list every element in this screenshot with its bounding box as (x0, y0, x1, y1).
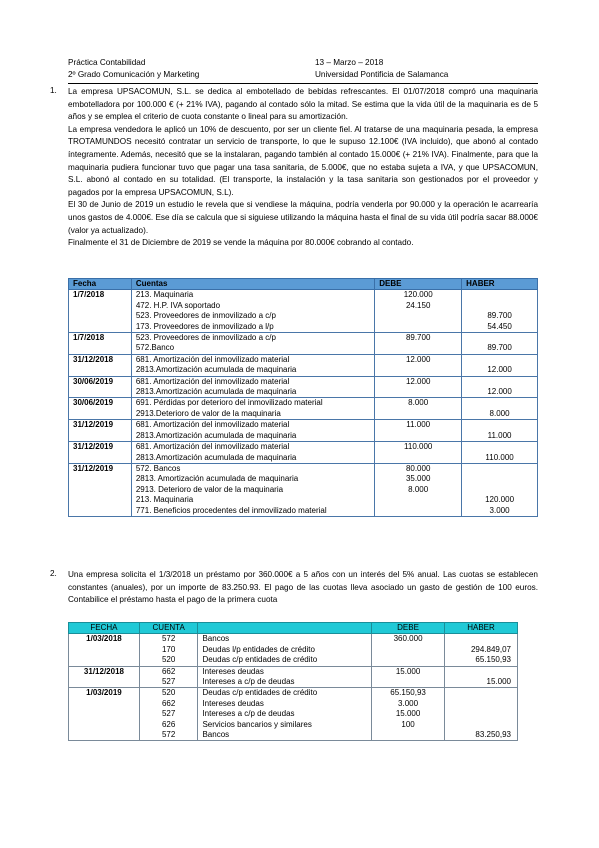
entry-date (69, 709, 140, 719)
account-cell: 472. H.P. IVA soportado (131, 301, 374, 311)
table-row (69, 301, 538, 311)
credit-cell: 120.000 (462, 495, 538, 505)
entry-date: 31/12/2018 (69, 354, 132, 365)
entry-date (69, 495, 132, 505)
credit-cell (445, 699, 518, 709)
entry-date: 1/7/2018 (69, 290, 132, 301)
account-cell: 213. Maquinaria (131, 495, 374, 505)
account-cell: 2813. Amortización acumulada de maquinaria (131, 474, 374, 484)
entry-date (69, 409, 132, 420)
account-name-cell: Servicios bancarios y similares (198, 720, 372, 730)
credit-cell (462, 474, 538, 484)
page-header (68, 57, 538, 81)
account-code-cell: 527 (139, 677, 198, 688)
debit-cell (375, 343, 462, 354)
credit-cell: 12.000 (462, 387, 538, 398)
table-row (69, 387, 538, 398)
debit-cell: 80.000 (375, 463, 462, 474)
debit-cell (375, 506, 462, 517)
table-row (69, 354, 538, 365)
account-cell: 572.Banco (131, 343, 374, 354)
table-row (69, 485, 538, 495)
debit-cell (375, 322, 462, 333)
credit-cell: 11.000 (462, 431, 538, 442)
table-row (69, 506, 538, 517)
entry-date: 31/12/2019 (69, 463, 132, 474)
entry-date (69, 655, 140, 666)
table-row (69, 376, 538, 387)
entry-date (69, 387, 132, 398)
debit-cell (375, 311, 462, 321)
debit-cell: 360.000 (372, 634, 445, 645)
entry-date (69, 506, 132, 517)
debit-cell: 15.000 (372, 709, 445, 719)
table-row (69, 709, 518, 719)
account-cell: 681. Amortización del inmovilizado material (131, 420, 374, 431)
entry-date (69, 677, 140, 688)
table-row (69, 495, 538, 505)
credit-cell (462, 376, 538, 387)
exercise-number: 1. (50, 86, 57, 95)
debit-cell: 3.000 (372, 699, 445, 709)
statement-paragraph: Una empresa solicita el 1/3/2018 un préstamo por 360.000€ a 5 años con un interés del 5% anual. Las cuotas se establecen constantes (anuales), por un importe de 83.250.93. El pago de las cuotas lleva asociado un gasto de gestión de 100 euros. Contabilice el préstamo hasta el pago de la primera cuota (68, 570, 538, 605)
credit-cell: 83.250,93 (445, 730, 518, 741)
credit-cell: 12.000 (462, 365, 538, 376)
debit-cell (375, 453, 462, 464)
entry-date: 1/7/2018 (69, 333, 132, 344)
debit-cell (375, 495, 462, 505)
account-code-cell: 170 (139, 645, 198, 655)
entry-date: 31/12/2019 (69, 442, 132, 453)
credit-cell: 3.000 (462, 506, 538, 517)
account-cell: 2813.Amortización acumulada de maquinaria (131, 453, 374, 464)
statement-paragraph: La empresa vendedora le aplicó un 10% de descuento, por ser un cliente fiel. Al tratarse de una maquinaria pesada, la empresa TROTAMUNDOS necesitó contratar un servicio de transporte, lo que le supuso 12.100€ (IVA incluido), que abonó al contado íntegramente. Además, necesitó que se la instalaran, pagando también al contado 15.000€ (+ 21% IVA). Finalmente, para que la maquinaria pudiera funcionar tuvo que pagar una tasa sanitaria, de 5.000€, que no estaba sujeta a IVA, y que UPSACOMUN, S.L. abonó al contado en su totalidad. (El transporte, la instalación y la tasa sanitaria son gestionados por el proveedor y pagados por la empresa UPSACOMUN, S.L). (68, 124, 538, 197)
credit-cell (445, 709, 518, 719)
debit-cell: 12.000 (375, 376, 462, 387)
debit-cell (375, 409, 462, 420)
credit-cell: 110.000 (462, 453, 538, 464)
account-cell: 523. Proveedores de inmovilizado a c/p (131, 311, 374, 321)
credit-cell: 54.450 (462, 322, 538, 333)
account-name-cell: Deudas c/p entidades de crédito (198, 688, 372, 699)
col-header-haber: HABER (462, 279, 538, 290)
credit-cell (445, 634, 518, 645)
entry-date (69, 645, 140, 655)
debit-cell: 15.000 (372, 666, 445, 677)
table-row (69, 688, 518, 699)
table-row (69, 453, 538, 464)
debit-cell: 100 (372, 720, 445, 730)
table-row (69, 666, 518, 677)
account-code-cell: 662 (139, 699, 198, 709)
debit-cell: 11.000 (375, 420, 462, 431)
col-header-debe: DEBE (375, 279, 462, 290)
entry-date: 30/06/2019 (69, 398, 132, 409)
account-name-cell: Intereses deudas (198, 666, 372, 677)
debit-cell: 65.150,93 (372, 688, 445, 699)
table-row (69, 420, 538, 431)
credit-cell (462, 442, 538, 453)
exercise-statement (68, 86, 538, 250)
account-cell: 2913.Deterioro de valor de la maquinaria (131, 409, 374, 420)
debit-cell: 24.150 (375, 301, 462, 311)
debit-cell (375, 365, 462, 376)
statement-paragraph: Finalmente el 31 de Diciembre de 2019 se vende la máquina por 80.000€ cobrando al contado. (68, 238, 414, 248)
debit-cell: 35.000 (375, 474, 462, 484)
account-name-cell: Intereses deudas (198, 699, 372, 709)
debit-cell (375, 387, 462, 398)
col-header-cuentas: Cuentas (131, 279, 374, 290)
header-date: 13 – Marzo – 2018 (315, 58, 384, 67)
entry-date (69, 730, 140, 741)
col-header-fecha: FECHA (69, 623, 140, 634)
credit-cell (445, 688, 518, 699)
table-row (69, 333, 538, 344)
account-cell: 523. Proveedores de inmovilizado a c/p (131, 333, 374, 344)
header-degree: 2º Grado Comunicación y Marketing (68, 70, 200, 79)
table-row (69, 322, 538, 333)
col-header-description (198, 623, 372, 634)
credit-cell: 65.150,93 (445, 655, 518, 666)
account-cell: 681. Amortización del inmovilizado material (131, 376, 374, 387)
account-name-cell: Intereses a c/p de deudas (198, 677, 372, 688)
account-cell: 213. Maquinaria (131, 290, 374, 301)
debit-cell (372, 655, 445, 666)
credit-cell (462, 420, 538, 431)
table-row (69, 409, 538, 420)
exercise-1 (50, 86, 538, 250)
journal-table-2 (68, 622, 518, 741)
credit-cell: 15.000 (445, 677, 518, 688)
credit-cell: 89.700 (462, 311, 538, 321)
account-cell: 771. Beneficios procedentes del inmovilizado material (131, 506, 374, 517)
account-cell: 691. Pérdidas por deterioro del inmovilizado material (131, 398, 374, 409)
header-course: Práctica Contabilidad (68, 58, 146, 67)
account-cell: 173. Proveedores de inmovilizado a l/p (131, 322, 374, 333)
entry-date: 1/03/2019 (69, 688, 140, 699)
account-code-cell: 520 (139, 655, 198, 666)
table-row (69, 343, 538, 354)
entry-date (69, 453, 132, 464)
account-name-cell: Bancos (198, 634, 372, 645)
entry-date (69, 699, 140, 709)
credit-cell (462, 301, 538, 311)
table-row (69, 634, 518, 645)
credit-cell (462, 485, 538, 495)
debit-cell: 8.000 (375, 398, 462, 409)
debit-cell: 8.000 (375, 485, 462, 495)
credit-cell: 294.849,07 (445, 645, 518, 655)
table-row (69, 463, 538, 474)
credit-cell: 89.700 (462, 343, 538, 354)
table-row (69, 720, 518, 730)
account-code-cell: 572 (139, 634, 198, 645)
credit-cell (462, 290, 538, 301)
journal-table-1 (68, 278, 538, 517)
credit-cell (445, 720, 518, 730)
account-cell: 2813.Amortización acumulada de maquinaria (131, 387, 374, 398)
debit-cell (375, 431, 462, 442)
credit-cell (462, 333, 538, 344)
debit-cell: 120.000 (375, 290, 462, 301)
entry-date (69, 365, 132, 376)
table-row (69, 474, 538, 484)
account-code-cell: 662 (139, 666, 198, 677)
account-name-cell: Deudas c/p entidades de crédito (198, 655, 372, 666)
entry-date: 31/12/2018 (69, 666, 140, 677)
credit-cell (445, 666, 518, 677)
table-row (69, 431, 538, 442)
credit-cell (462, 354, 538, 365)
account-cell: 681. Amortización del inmovilizado material (131, 354, 374, 365)
table-row (69, 442, 538, 453)
debit-cell (372, 730, 445, 741)
entry-date: 31/12/2019 (69, 420, 132, 431)
entry-date (69, 311, 132, 321)
statement-paragraph: El 30 de Junio de 2019 un estudio le revela que si vendiese la máquina, podría venderla por 90.000 y la operación le acarrearía unos gastos de 4.000€. Ese día se calcula que si siguiese utilizando la máquina hasta el final de su vida útil podría sacar 88.000€ (valor ya actualizado). (68, 200, 538, 235)
account-cell: 2813.Amortización acumulada de maquinaria (131, 365, 374, 376)
table-row (69, 365, 538, 376)
table-row (69, 730, 518, 741)
exercise-2 (50, 569, 538, 607)
account-name-cell: Bancos (198, 730, 372, 741)
credit-cell: 8.000 (462, 409, 538, 420)
debit-cell (372, 645, 445, 655)
entry-date (69, 301, 132, 311)
table-row (69, 677, 518, 688)
entry-date: 1/03/2018 (69, 634, 140, 645)
account-code-cell: 572 (139, 730, 198, 741)
account-name-cell: Intereses a c/p de deudas (198, 709, 372, 719)
account-name-cell: Deudas l/p entidades de crédito (198, 645, 372, 655)
statement-paragraph: La empresa UPSACOMUN, S.L. se dedica al embotellado de bebidas refrescantes. El 01/07/2018 compró una maquinaria embotelladora por 100.000 € (+ 21% IVA), pagando al contado sólo la mitad. Se estima que la vida útil de la maquinaria es de 5 años y se emplea el criterio de cuota constante o lineal para su amortización. (68, 87, 538, 122)
header-divider (68, 83, 538, 84)
account-cell: 2813.Amortización acumulada de maquinaria (131, 431, 374, 442)
entry-date (69, 720, 140, 730)
table-row (69, 398, 538, 409)
col-header-cuenta: CUENTA (139, 623, 198, 634)
col-header-debe: DEBE (372, 623, 445, 634)
debit-cell: 110.000 (375, 442, 462, 453)
account-code-cell: 527 (139, 709, 198, 719)
table-row (69, 699, 518, 709)
entry-date: 30/06/2019 (69, 376, 132, 387)
account-code-cell: 520 (139, 688, 198, 699)
col-header-fecha: Fecha (69, 279, 132, 290)
entry-date (69, 431, 132, 442)
table-row (69, 290, 538, 301)
table-row (69, 311, 538, 321)
account-cell: 681. Amortización del inmovilizado material (131, 442, 374, 453)
col-header-haber: HABER (445, 623, 518, 634)
entry-date (69, 343, 132, 354)
table-row (69, 645, 518, 655)
debit-cell (372, 677, 445, 688)
entry-date (69, 322, 132, 333)
exercise-number: 2. (50, 569, 57, 578)
credit-cell (462, 398, 538, 409)
table-row (69, 655, 518, 666)
account-cell: 572. Bancos (131, 463, 374, 474)
entry-date (69, 485, 132, 495)
account-code-cell: 626 (139, 720, 198, 730)
debit-cell: 12.000 (375, 354, 462, 365)
debit-cell: 89.700 (375, 333, 462, 344)
account-cell: 2913. Deterioro de valor de la maquinaria (131, 485, 374, 495)
exercise-statement (68, 569, 538, 607)
header-university: Universidad Pontificia de Salamanca (315, 70, 449, 79)
credit-cell (462, 463, 538, 474)
entry-date (69, 474, 132, 484)
